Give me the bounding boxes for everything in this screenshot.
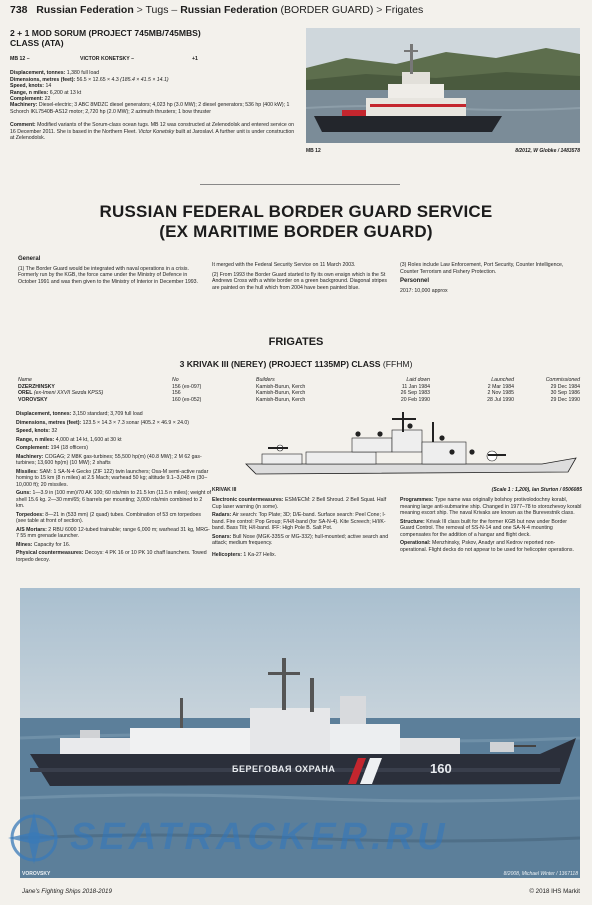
right-item: Structure: Krivak III class built for the former KGB but now under Border Guard Control. The removal of SS-N-14 and one SA-N-4 mounting compensates for the addition of a hangar and flight deck. — [400, 518, 567, 538]
watermark-text: SEATRACKER.RU — [70, 816, 449, 858]
general-col-1 — [18, 256, 204, 288]
service-title-line2: (EX MARITIME BORDER GUARD) — [159, 222, 433, 241]
general-p2: It merged with the Federal Security Service on 11 March 2003. — [212, 262, 356, 268]
tug-speed: Speed, knots: 14 — [10, 83, 52, 90]
col-commissioned: Commissioned — [545, 377, 580, 383]
spec-item: Complement: 194 (18 officers) — [16, 445, 88, 451]
tug-complement: Complement: 22 — [10, 96, 51, 103]
header-sep: > — [373, 4, 386, 16]
header-category: Tugs — [145, 4, 169, 16]
tug-displacement: Displacement, tonnes: 1,380 full load — [10, 70, 100, 77]
right-item: Operational: Menzhinsky, Pskov, Anadyr and Kedrov reported non-operational. Flight decks do not appear to be used for helicopter operations. — [400, 540, 574, 553]
service-title — [0, 202, 592, 242]
tug-entry — [10, 28, 296, 141]
spec-item: A/S Mortars: 2 RBU 6000 12-tubed trainable; range 6,000 m; warhead 31 kg, MRG-7 55 mm grenade launcher. — [16, 526, 210, 539]
spec-item: Dimensions, metres (feet): 123.5 × 14.3 × 7.3 sonar (405.2 × 46.9 × 24.0) — [16, 419, 190, 426]
tug-photo-caption-credit: 8/2012, W Globke / 1483578 — [515, 148, 580, 154]
tug-ship-mb12: MB 12 – — [10, 56, 30, 62]
general-col-3 — [400, 262, 582, 297]
spec-item: Speed, knots: 32 — [16, 428, 58, 434]
general-heading: General — [18, 256, 41, 262]
ship-profile-drawing — [242, 408, 578, 486]
general-p3: (2) From 1993 the Border Guard started to fly its own ensign which is the St Andrews Cross with a white border on a green background. Diagonal stripes are painted on the hull which from 2004 have been painted blue. — [212, 271, 388, 291]
right-item: Programmes: Type name was originally bolshoy protivolodochny korabl, meaning large anti-submarine ship. Changed in 1977–78 to storozhevoy korabl meaning escort ship. The naval Krivaks are known as the Burevestnik class. — [400, 497, 582, 516]
tug-photo — [306, 28, 580, 143]
spec-item: Displacement, tonnes: 3,150 standard; 3,709 full load — [16, 411, 143, 417]
table-row: VOROVSKY 160 (ex-052) Kamish-Burun, Kerch 20 Feb 1990 28 Jul 1990 29 Dec 1990 — [18, 396, 580, 403]
spec-item: Torpedoes: 8—21 in (533 mm) (2 quad) tubes. Combination of 53 cm torpedoes (see table at front of section). — [16, 511, 202, 524]
tug-range: Range, n miles: 6,200 at 13 kt — [10, 89, 82, 96]
col-name: Name — [18, 377, 32, 383]
running-header — [10, 4, 423, 16]
header-sep: – — [168, 4, 181, 16]
mid-item: Sonars: Bull Nose (MGK-335S or MG-332); hull-mounted; active search and attack; medium frequency. — [212, 533, 389, 546]
photo-caption-name: VOROVSKY — [22, 871, 51, 877]
tug-comment: Comment: Modified variants of the Sorum-class ocean tugs. MB 12 was constructed at Zelenodolsk and entered service on 16 December 2011. She is based in the Northern Fleet. Victor Konetsky built at Jaroslavl. A further unit is under construction at Zelenodolsk. — [10, 122, 295, 142]
krivak-notes — [400, 497, 582, 555]
mid-item: Helicopters: 1 Ka-27 Helix. — [212, 551, 277, 558]
tug-photo-caption-name: MB 12 — [306, 148, 321, 154]
ship-table — [16, 377, 582, 403]
drawing-caption-name: KRIVAK III — [212, 487, 237, 493]
hull-number: 160 — [430, 761, 452, 776]
service-title-line1: RUSSIAN FEDERAL BORDER GUARD SERVICE — [99, 202, 493, 221]
spec-item: Range, n miles: 4,000 at 14 kt, 1,600 at 30 kt — [16, 436, 122, 443]
general-p1: (1) The Border Guard would be integrated with naval operations in a crisis. Formerly run by the KGB, the force came under the Ministry of Defence in October 1991 and was then given to the Ministry of Interior in December 1993. — [18, 265, 198, 285]
krivak-spec — [16, 411, 212, 565]
general-col-2 — [212, 262, 392, 294]
header-sub: (BORDER GUARD) — [277, 4, 374, 16]
tug-ship-list — [10, 56, 296, 62]
header-sep: > — [133, 4, 146, 16]
krivak-class-title: 3 KRIVAK III (NEREY) (PROJECT 1135MP) CLASS (FFHM) — [179, 359, 413, 369]
personnel-heading: Personnel — [400, 278, 430, 285]
col-no: No — [172, 377, 179, 383]
krivak-sensors — [212, 497, 396, 560]
spec-item: Mines: Capacity for 16. — [16, 541, 71, 548]
page-number: 738 — [10, 4, 28, 16]
tug-class-title-2: CLASS (ATA) — [10, 38, 64, 48]
tug-dimensions: Dimensions, metres (feet): 56.5 × 12.65 × 4.3 (185.4 × 41.5 × 14.1) — [10, 76, 169, 83]
table-row: OREL (ex-Imeni XXVII Sezda KPSS) 156 Kamish-Burun, Kerch 26 Sep 1983 2 Nov 1985 30 Sep 1986 — [18, 390, 580, 396]
spec-item: Machinery: COGAG; 2 M8K gas-turbines; 55,500 hp(m) (40.8 MW); 2 M 62 gas-turbines; 13,600 hp(m) (10 MW); 2 shafts — [16, 453, 202, 466]
col-launched: Launched — [491, 377, 514, 383]
footer-copyright: © 2018 IHS Markit — [529, 888, 580, 895]
hull-lettering: БЕРЕГОВАЯ ОХРАНА — [232, 764, 336, 774]
personnel-value: 2017: 10,000 approx — [400, 287, 448, 294]
general-p4: (3) Roles include Law Enforcement, Port Security, Counter Intelligence, Counter Terrorism and Fishery Protection. — [400, 262, 564, 275]
tug-class-title: 2 + 1 MOD SORUM (PROJECT 745MB/745MBS) — [10, 28, 201, 38]
col-laid-down: Laid down — [406, 377, 430, 383]
tug-ship-konetsky: VICTOR KONETSKY – — [80, 56, 134, 62]
header-country-2: Russian Federation — [180, 4, 278, 16]
tug-machinery: Machinery: Diesel-electric; 3 ABC 8MDZC diesel generators; 4,023 hp (3.0 MW); 2 diesel generators; 536 hp (400 kW); 1 Schorch IKL7540B-AS12 motor; 2,720 hp (2.0 MW); 2 azimuth thrusters; 1 bow thruster — [10, 102, 290, 115]
header-country: Russian Federation — [36, 4, 134, 16]
section-divider — [200, 184, 400, 185]
col-builders: Builders — [256, 377, 275, 383]
drawing-caption-credit: (Scale 1 : 1,200), Ian Sturton / 0506085 — [491, 487, 582, 493]
mid-item: Electronic countermeasures: ESM/ECM: 2 Bell Shroud. 2 Bell Squat. Half Cup laser warning (in some). — [212, 497, 387, 510]
spec-item: Missiles: SAM: 1 SA-N-4 Gecko (ZIF 122) twin launchers; Osa-M semi-active radar homing to 15 km (8 n miles) at 2.5 Mach; warhead 50 kg; altitude 9.1–3,048 m (30–10,000 ft); 20 missiles. — [16, 468, 209, 488]
header-category-2: Frigates — [385, 4, 424, 16]
krivak-line-drawing — [242, 408, 578, 486]
footer-publication: Jane's Fighting Ships 2018-2019 — [22, 888, 112, 895]
frigates-heading: FRIGATES — [268, 336, 324, 348]
photo-caption-credit: 8/2008, Michael Winter / 1367118 — [503, 871, 578, 877]
spec-item: Physical countermeasures: Decoys: 4 PK 16 or 10 PK 10 chaff launchers. Towed torpedo decoy. — [16, 550, 207, 563]
tug-photo-image — [306, 28, 580, 143]
mid-item: Radars: Air search: Top Plate; 3D; D/E-band. Surface search: Peel Cone; I-band. Fire control: Pop Group; F/H/I-band (for SA-N-4). Kite Screech; H/I/K-band. Bass Tilt; H/I-band. IFF: High Pole B. Salt Pot. — [212, 512, 386, 531]
table-row: DZERZHINSKY 156 (ex-097) Kamish-Burun, Kerch 11 Jan 1984 2 Mar 1984 29 Dec 1984 — [18, 383, 580, 390]
spec-item: Guns: 1—3.9 in (100 mm)/70 AK 100; 60 rds/min to 21.5 km (11.5 n miles); weight of shell 15.6 kg. 2—30 mm/65; 6 barrels per mounting; 3,000 rds/min combined to 2 km. — [16, 490, 212, 509]
tug-ship-plus: +1 — [192, 56, 198, 62]
